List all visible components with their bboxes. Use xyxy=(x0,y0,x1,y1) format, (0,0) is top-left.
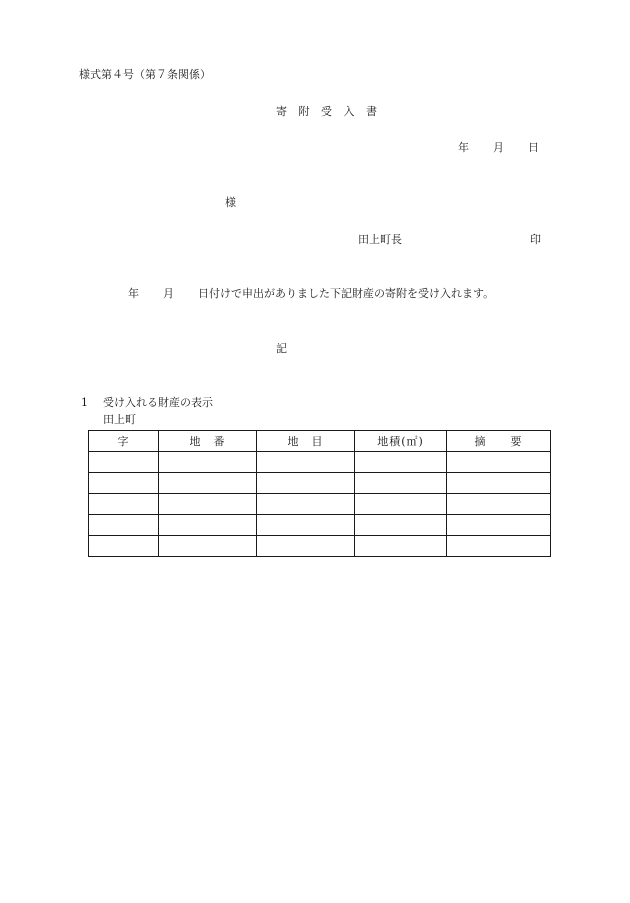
table-cell xyxy=(355,452,447,473)
table-cell xyxy=(447,473,551,494)
body-text xyxy=(128,287,494,301)
date-year-label: 年 xyxy=(458,141,469,154)
column-header-area: 地積(㎡) xyxy=(355,431,447,452)
issuer-name: 田上町長 xyxy=(358,233,402,246)
table-row xyxy=(89,515,551,536)
table-cell xyxy=(447,536,551,557)
table-cell xyxy=(257,536,355,557)
date-month-label: 月 xyxy=(493,141,504,154)
column-header-aza: 字 xyxy=(89,431,159,452)
table-header-row xyxy=(89,431,551,452)
table-cell xyxy=(257,494,355,515)
ki-label: 記 xyxy=(276,342,287,355)
column-header-remarks: 摘 要 xyxy=(447,431,551,452)
table-cell xyxy=(355,515,447,536)
table-cell xyxy=(257,473,355,494)
table-cell xyxy=(355,494,447,515)
body-sentence: 日付けで申出がありました下記財産の寄附を受け入れます。 xyxy=(198,287,495,300)
form-number: 様式第４号（第７条関係） xyxy=(79,68,211,81)
table-cell xyxy=(159,536,257,557)
section-number: 1 xyxy=(81,396,88,409)
column-header-chiban: 地 番 xyxy=(159,431,257,452)
table-cell xyxy=(355,473,447,494)
seal-mark: 印 xyxy=(530,233,541,246)
body-month-label: 月 xyxy=(163,287,174,300)
table-cell xyxy=(257,452,355,473)
body-year-label: 年 xyxy=(128,287,139,300)
table-row xyxy=(89,452,551,473)
date-day-label: 日 xyxy=(528,141,539,154)
section-title: 受け入れる財産の表示 xyxy=(103,396,213,409)
date-line xyxy=(458,141,539,155)
table-cell xyxy=(89,473,159,494)
table-cell xyxy=(257,515,355,536)
table-cell xyxy=(89,452,159,473)
table-cell xyxy=(89,494,159,515)
document-title: 寄 附 受 入 書 xyxy=(276,105,381,118)
property-table xyxy=(88,430,551,557)
table-cell xyxy=(159,515,257,536)
table-cell xyxy=(447,494,551,515)
table-row xyxy=(89,494,551,515)
table-cell xyxy=(447,452,551,473)
section-heading xyxy=(81,396,213,410)
table-cell xyxy=(89,515,159,536)
table-row xyxy=(89,473,551,494)
table-cell xyxy=(159,473,257,494)
table-cell xyxy=(355,536,447,557)
column-header-chimoku: 地 目 xyxy=(257,431,355,452)
table-row xyxy=(89,536,551,557)
recipient-honorific: 様 xyxy=(225,196,236,209)
table-cell xyxy=(89,536,159,557)
table-cell xyxy=(159,494,257,515)
location-name: 田上町 xyxy=(103,413,136,426)
table-cell xyxy=(447,515,551,536)
table-cell xyxy=(159,452,257,473)
